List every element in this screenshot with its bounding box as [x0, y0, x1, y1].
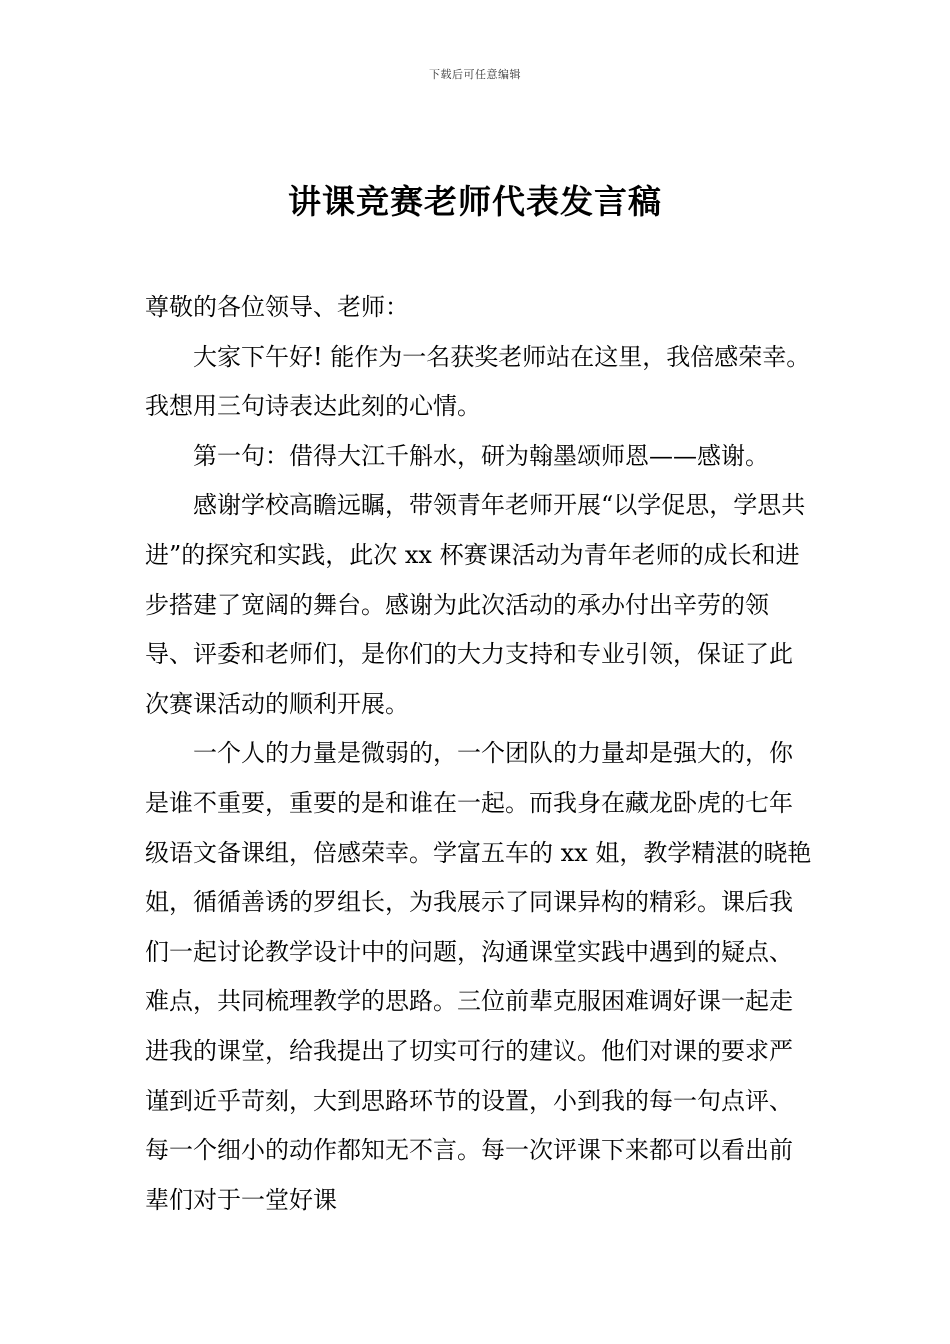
salutation: 尊敬的各位领导、老师：	[145, 293, 409, 321]
document-body	[145, 283, 815, 1225]
paragraph-team: 一个人的力量是微弱的，一个团队的力量却是强大的，你是谁不重要，重要的是和谁在一起。而我身在藏龙卧虎的七年级语文备课组，倍感荣幸。学富五车的 xx 姐，教学精湛的晓艳姐，循循善诱的罗组长，为我展示了同课异构的精彩。课后我们一起讨论教学设计中的问题，沟通课堂实践中遇到的疑点、难点，共同梳理教学的思路。三位前辈克服困难调好课一起走进我的课堂，给我提出了切实可行的建议。他们对课的要求严谨到近乎苛刻，大到思路环节的设置，小到我的每一句点评、每一个细小的动作都知无不言。每一次评课下来都可以看出前辈们对于一堂好课	[145, 739, 812, 1214]
paragraph-thanks: 感谢学校高瞻远瞩，带领青年老师开展“以学促思，学思共进”的探究和实践，此次 xx 杯赛课活动为青年老师的成长和进步搭建了宽阔的舞台。感谢为此次活动的承办付出辛劳的领导、评委和老师们，是你们的大力支持和专业引领，保证了此次赛课活动的顺利开展。	[145, 491, 806, 718]
paragraph-first-verse: 第一句：借得大江千斛水，研为翰墨颂师恩——感谢。	[193, 441, 769, 470]
paragraph-greeting: 大家下午好! 能作为一名获奖老师站在这里，我倍感荣幸。我想用三句诗表达此刻的心情。	[145, 342, 811, 421]
header-note: 下载后可任意编辑	[429, 68, 521, 81]
document-title: 讲课竞赛老师代表发言稿	[288, 182, 662, 221]
